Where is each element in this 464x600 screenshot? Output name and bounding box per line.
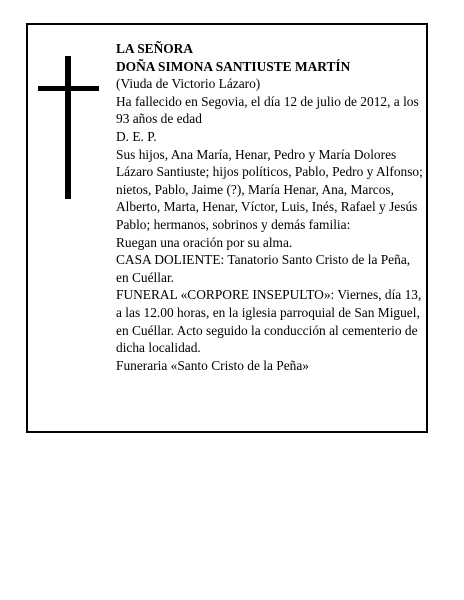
funeral-home-location: CASA DOLIENTE: Tanatorio Santo Cristo de la Peña, en Cuéllar.	[116, 252, 411, 285]
cross-horizontal-bar	[38, 86, 99, 91]
death-statement: Ha fallecido en Segovia, el día 12 de julio de 2012, a los 93 años de edad	[116, 93, 419, 127]
obituary-text	[116, 40, 424, 374]
prayer-request: Ruegan una oración por su alma.	[116, 234, 293, 250]
cross-vertical-bar	[65, 56, 71, 199]
funeral-home-name: Funeraria «Santo Cristo de la Peña»	[116, 357, 310, 373]
notice-title: LA SEÑORA	[116, 41, 194, 56]
deceased-name: DOÑA SIMONA SANTIUSTE MARTÍN	[116, 58, 351, 74]
family-list: Sus hijos, Ana María, Henar, Pedro y María Dolores Lázaro Santiuste; hijos políticos, Pablo, Pedro y Alfonso; nietos, Pablo, Jaime (?), María Henar, Ana, Marcos, Alberto, Marta, Henar, Víctor, Luis, Inés, Rafael y Jesús Pablo; hermanos, sobrinos y demás familia:	[116, 146, 423, 232]
obituary-notice	[26, 23, 428, 433]
widow-note: (Viuda de Victorio Lázaro)	[116, 76, 261, 92]
funeral-details: FUNERAL «CORPORE INSEPULTO»: Viernes, día 13, a las 12.00 horas, en la iglesia parroquial de San Miguel, en Cuéllar. Acto seguido la conducción al cementerio de dicha localidad.	[116, 287, 422, 356]
dep-line: D. E. P.	[116, 128, 157, 144]
